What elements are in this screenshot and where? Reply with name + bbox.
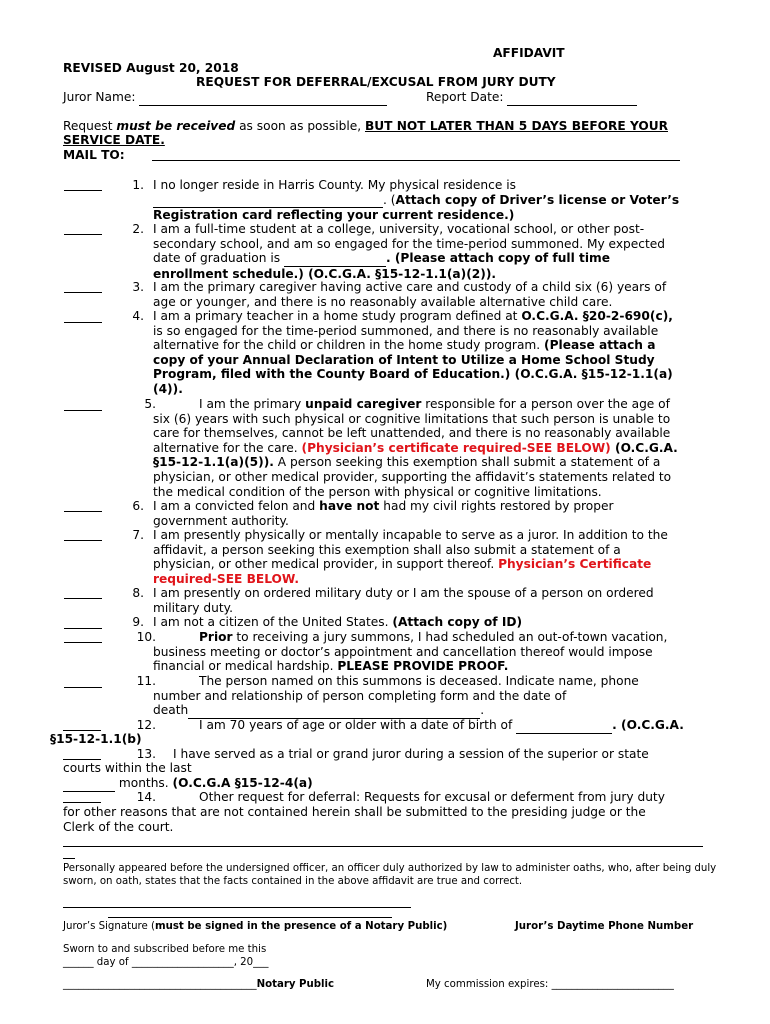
notary-row (63, 978, 334, 991)
item-5-line-g: the medical condition of the person with physical or cognitive limitations. (153, 484, 602, 499)
item-11-blank[interactable] (64, 687, 102, 688)
item-12-blank[interactable] (63, 730, 101, 731)
signature-must: must be signed in the presence of a Notary Public) (155, 921, 448, 932)
item-4-line-b: is so engaged for the time-period summoned, and there is no reasonably available (153, 323, 659, 338)
item-7-line-c (153, 557, 713, 572)
item-4-code: O.C.G.A. §20-2-690(c), (521, 309, 673, 323)
item-14-line-c: Clerk of the court. (63, 820, 174, 834)
item-4-attach: (Please attach a (544, 338, 656, 353)
sworn-statement: sworn, on oath, states that the facts contained in the above affidavit are true and correct. (63, 876, 523, 887)
item-9-attach: (Attach copy of ID) (392, 615, 523, 629)
item-1 (153, 178, 713, 223)
item-9-number: 9. (132, 615, 144, 629)
item-6-text-a: I am a convicted felon and (153, 499, 320, 513)
item-11-line-c (153, 703, 713, 719)
item-5-line-a (153, 397, 713, 412)
item-2-text-c: date of graduation is (153, 251, 284, 266)
mail-to-field[interactable] (152, 160, 680, 161)
item-5-number: 5. (144, 397, 156, 411)
item-14-line-a: Other request for deferral: Requests for excusal or deferment from jury duty (199, 790, 665, 804)
juror-name-label: Juror Name: (63, 90, 140, 104)
item-4-blank[interactable] (64, 322, 102, 323)
request-text: Request (63, 119, 117, 133)
birth-date-field[interactable] (516, 718, 612, 734)
form-title: REQUEST FOR DEFERRAL/EXCUSAL FROM JURY DUTY (196, 75, 556, 89)
item-8-blank[interactable] (64, 598, 102, 599)
item-2 (153, 222, 713, 281)
day-of-line[interactable]: ______ day of ____________________, 20___ (63, 957, 269, 968)
item-5-text-e2: A person seeking this exemption shall submit a statement of a (273, 455, 661, 470)
item-7-physician-note: Physician’s Certificate (498, 557, 652, 572)
item-1-line-d: Registration card reflecting your current residence.) (153, 208, 515, 223)
item-4 (153, 309, 713, 397)
item-5-unpaid: unpaid caregiver (305, 397, 422, 411)
item-12-code: . (O.C.G.A. (612, 718, 684, 732)
sworn-to: Sworn to and subscribed before me this (63, 944, 267, 955)
item-10-line-a (153, 630, 713, 645)
item-5-text-a: I am the primary (199, 397, 306, 411)
item-8-line-a: I am presently on ordered military duty or I am the spouse of a person on ordered (153, 586, 654, 600)
item-5-blank[interactable] (64, 410, 102, 411)
item-4-text-a: I am a primary teacher in a home study program defined at (153, 309, 522, 323)
item-6-blank[interactable] (64, 511, 102, 512)
item-12-number: 12. (136, 718, 156, 732)
item-12-text-a: I am 70 years of age or older with a date of birth of (199, 718, 517, 732)
request-must: must be received (116, 119, 236, 133)
report-date-label: Report Date: (426, 90, 508, 104)
deceased-info-field[interactable] (188, 703, 480, 719)
request-deadline: BUT NOT LATER THAN 5 DAYS BEFORE YOUR (364, 119, 668, 133)
item-7-line-b: affidavit, a person seeking this exemption shall also submit a statement of a (153, 542, 621, 557)
item-4-line-a (153, 309, 713, 324)
item-11-text-c: death (153, 703, 189, 718)
mail-to-label: MAIL TO: (63, 148, 125, 162)
item-5-line-e (153, 455, 713, 470)
item-4-line-d: copy of your Annual Declaration of Intent to Utilize a Home School Study (153, 352, 655, 367)
revised-date: REVISED August 20, 2018 (63, 61, 239, 75)
item-2-attach: . (Please attach copy of full time (385, 251, 610, 266)
notary-label: Notary Public (256, 979, 335, 990)
item-2-line-a: I am a full-time student at a college, university, vocational school, or other post- (153, 222, 645, 236)
signature-line[interactable] (63, 907, 411, 908)
item-6-number: 6. (132, 499, 144, 513)
item-10-number: 10. (136, 630, 156, 644)
item-4-line-f: (4)). (153, 381, 183, 396)
item-1-blank[interactable] (64, 190, 102, 191)
report-date-row (426, 90, 637, 106)
item-7-number: 7. (132, 528, 144, 542)
item-3-blank[interactable] (64, 292, 102, 293)
item-5-line-b: six (6) years with such physical or cognitive limitations that such person is unable to (153, 411, 671, 426)
item-1-number: 1. (132, 178, 144, 192)
item-5-text-a3: responsible for a person over the age of (421, 397, 670, 411)
item-1-line-a: I no longer reside in Harris County. My physical residence is (153, 178, 516, 192)
item-3 (153, 280, 713, 309)
item-5 (153, 397, 713, 499)
separator-stub (63, 858, 75, 859)
item-1-text-b: . ( (383, 192, 396, 207)
item-4-number: 4. (132, 309, 144, 323)
item-13-code: (O.C.G.A §15-12-4(a) (172, 776, 313, 790)
residence-field[interactable] (153, 193, 383, 209)
request-mid: as soon as possible, (235, 119, 365, 133)
item-2-line-b: secondary school, and am so engaged for the time-period summoned. My expected (153, 236, 665, 251)
item-2-line-c (153, 251, 713, 267)
item-10-blank[interactable] (64, 642, 102, 643)
item-2-line-e: enrollment schedule.) (O.C.G.A. §15-12-1.1(a)(2)). (153, 266, 497, 281)
item-10-proof: PLEASE PROVIDE PROOF. (337, 659, 509, 674)
item-11-number: 11. (136, 674, 156, 688)
separator-line (63, 846, 703, 847)
item-6-text-a3: had my civil rights restored by proper (379, 499, 614, 513)
report-date-field[interactable] (507, 90, 637, 106)
item-14-blank[interactable] (63, 802, 101, 803)
item-3-line-b: age or younger, and there is no reasonably available alternative child care. (153, 294, 613, 309)
item-13-number: 13. (136, 747, 156, 761)
juror-name-field[interactable] (139, 90, 387, 106)
item-3-number: 3. (132, 280, 144, 294)
item-10-prior: Prior (199, 630, 233, 644)
item-14-number: 14. (136, 790, 156, 804)
item-13-text-c: months. (115, 776, 173, 790)
request-notice (63, 119, 668, 134)
item-6 (153, 499, 713, 528)
item-7-line-a: I am presently physically or mentally incapable to serve as a juror. In addition to the (153, 528, 668, 542)
commission-expires[interactable]: My commission expires: ________________________ (426, 979, 674, 990)
item-10 (153, 630, 713, 674)
item-10-line-b: business meeting or doctor’s appointment and cancellation thereof would impose (153, 644, 653, 659)
signature-line-2 (108, 917, 392, 918)
item-13-line-a: I have served as a trial or grand juror during a session of the superior or state (173, 747, 649, 761)
item-6-line-a (153, 499, 713, 514)
item-11-line-b: number and relationship of person completing form and the date of (153, 688, 567, 703)
item-3-line-a: I am the primary caregiver having active care and custody of a child six (6) years of (153, 280, 667, 294)
item-11-text-c2: . (480, 703, 485, 718)
item-4-line-c (153, 338, 713, 353)
item-13-line-b: courts within the last (63, 761, 192, 775)
graduation-date-field[interactable] (284, 251, 386, 267)
item-5-code-2: §15-12-1.1(a)(5)). (153, 455, 274, 470)
item-9-text-a: I am not a citizen of the United States. (153, 615, 393, 629)
item-14-line-b: for other reasons that are not contained herein shall be submitted to the presiding judge or the (63, 805, 646, 819)
item-8 (153, 586, 713, 615)
item-1-line-b (153, 193, 713, 209)
item-5-text-d: alternative for the care. (153, 440, 302, 455)
item-7 (153, 528, 713, 586)
personally-appeared: Personally appeared before the undersigned officer, an officer duly authorized by law to administer oaths, who, after being duly (63, 863, 717, 874)
item-11-line-a: The person named on this summons is deceased. Indicate name, phone (199, 674, 639, 688)
item-11 (153, 674, 713, 719)
item-12-line-a (199, 718, 684, 734)
item-6-have-not: have not (319, 499, 380, 513)
request-deadline-2: SERVICE DATE. (63, 133, 165, 147)
item-7-text-c: physician, or other medical provider, in support thereof. (153, 557, 499, 572)
notary-signature-line[interactable]: ______________________________________ (63, 979, 257, 990)
item-5-physician-note: (Physician’s certificate required-SEE BELOW) (301, 440, 611, 455)
item-2-blank[interactable] (64, 234, 102, 235)
item-10-text-c: financial or medical hardship. (153, 659, 338, 674)
item-5-line-d (153, 441, 713, 456)
item-12-line-b: §15-12-1.1(b) (50, 732, 142, 746)
item-5-code: (O.C.G.A. (610, 440, 678, 455)
item-1-attach: Attach copy of Driver’s license or Voter’s (395, 192, 680, 207)
item-5-line-f: physician, or other medical provider, supporting the affidavit’s statements related to (153, 469, 672, 484)
item-9 (153, 615, 713, 630)
item-5-line-c: care for themselves, cannot be left unattended, and there is no reasonably available (153, 426, 671, 441)
item-7-line-d: required-SEE BELOW. (153, 571, 299, 586)
item-9-blank[interactable] (64, 628, 102, 629)
phone-label: Juror’s Daytime Phone Number (515, 921, 694, 932)
signature-label-text: Juror’s Signature ( (63, 921, 155, 932)
item-6-line-b: government authority. (153, 513, 289, 528)
item-13-blank[interactable] (63, 759, 101, 760)
item-8-line-b: military duty. (153, 600, 233, 615)
item-10-line-c (153, 659, 713, 674)
item-8-number: 8. (132, 586, 144, 600)
affidavit-heading: AFFIDAVIT (493, 46, 565, 60)
item-4-line-e: Program, filed with the County Board of Education.) (O.C.G.A. §15-12-1.1(a) (153, 367, 673, 382)
months-field[interactable] (63, 776, 115, 792)
item-10-text-a2: to receiving a jury summons, I had scheduled an out-of-town vacation, (232, 630, 668, 644)
item-2-number: 2. (132, 222, 144, 236)
juror-name-row (63, 90, 387, 106)
item-7-blank[interactable] (64, 540, 102, 541)
signature-label (63, 920, 447, 933)
item-4-text-c: alternative for the child or children in the home study program. (153, 338, 545, 353)
